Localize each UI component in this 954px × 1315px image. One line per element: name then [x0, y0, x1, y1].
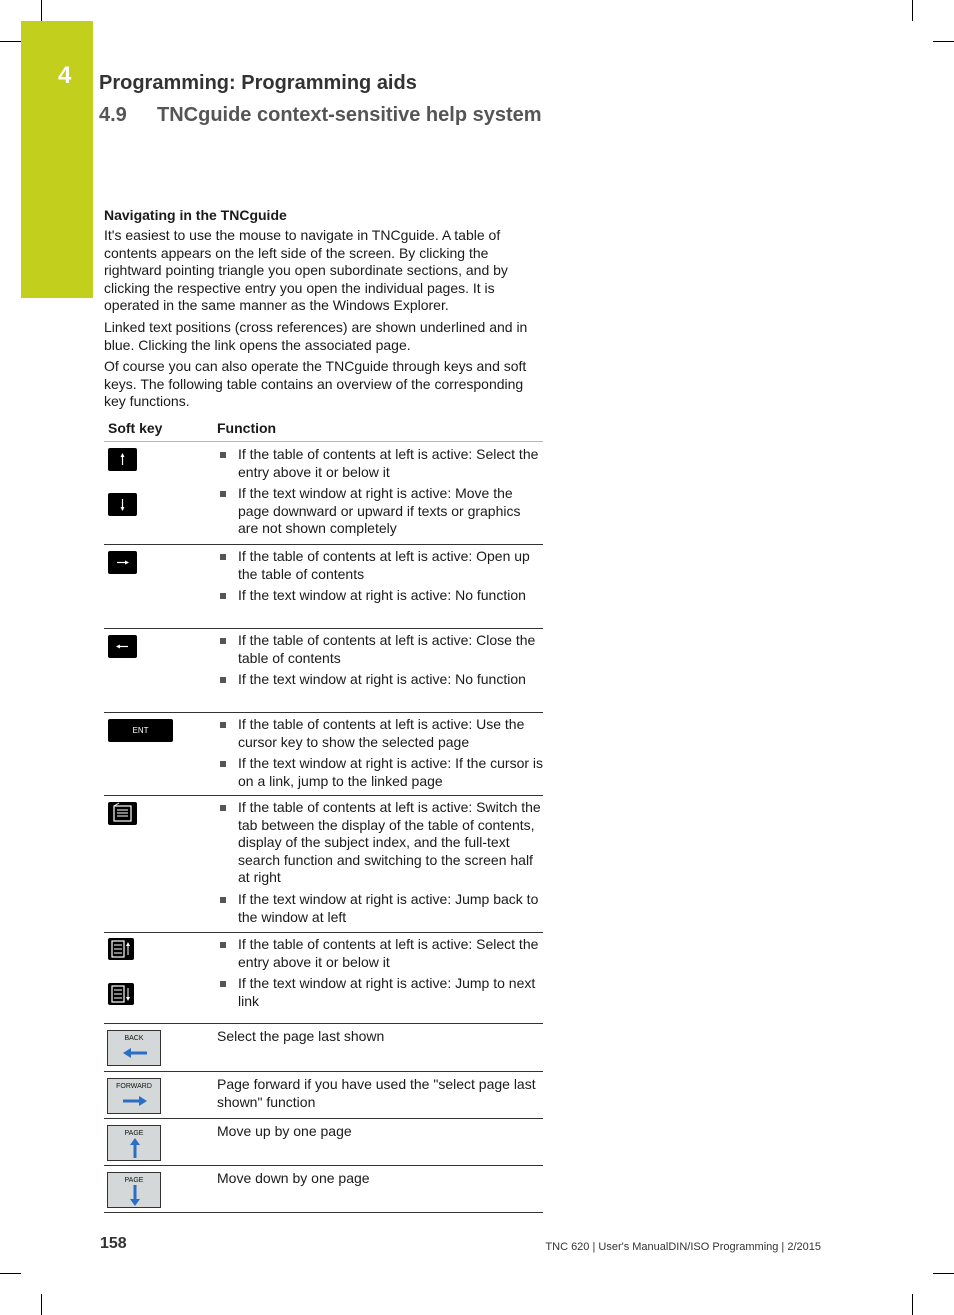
bullet-icon — [220, 942, 226, 948]
paragraph: Linked text positions (cross references) are shown underlined and in blue. Clicking the link opens the associated page. — [104, 318, 528, 353]
table-row — [104, 1119, 543, 1166]
arrow-up-key-icon — [108, 448, 137, 471]
list-item: If the text window at right is active: Jump to next link — [217, 975, 543, 1010]
crop-mark — [912, 0, 913, 21]
table-row — [104, 796, 543, 933]
table-header — [104, 417, 543, 442]
column-header-function: Function — [217, 420, 277, 436]
list-item: If the text window at right is active: If the cursor is on a link, jump to the linked page — [217, 755, 543, 790]
function-cell: Move up by one page — [217, 1123, 352, 1139]
page-down-softkey — [107, 1172, 161, 1208]
function-cell — [214, 545, 543, 628]
softkey-label: PAGE — [124, 1130, 144, 1137]
list-item: If the table of contents at left is active: Open up the table of contents — [217, 548, 543, 583]
bullet-icon — [220, 897, 226, 903]
list-item: If the text window at right is active: No function — [217, 587, 543, 605]
function-cell: Select the page last shown — [217, 1028, 385, 1044]
section-name: TNCguide context-sensitive help system — [157, 104, 542, 126]
softkey-label: PAGE — [124, 1177, 144, 1184]
key-cell — [104, 1024, 214, 1071]
section-number: 4.9 — [99, 104, 127, 126]
paragraph: Of course you can also operate the TNCguide through keys and soft keys. The following table contains an overview of the corresponding key functions. — [104, 358, 527, 410]
bullet-icon — [220, 638, 226, 644]
softkey-label: BACK — [124, 1035, 144, 1042]
arrow-down-key-icon — [108, 493, 137, 516]
key-cell — [104, 713, 214, 795]
function-cell — [214, 629, 543, 712]
function-cell: Move down by one page — [217, 1170, 370, 1186]
softkey-label: FORWARD — [116, 1083, 152, 1090]
bullet-icon — [220, 593, 226, 599]
page-up-softkey — [107, 1125, 161, 1161]
bullet-icon — [220, 805, 226, 811]
bullet-icon — [220, 452, 226, 458]
crop-mark — [41, 1294, 42, 1315]
bullet-icon — [220, 554, 226, 560]
table-row — [104, 442, 543, 545]
forward-softkey — [107, 1078, 161, 1114]
paragraph: It's easiest to use the mouse to navigate in TNCguide. A table of contents appears on the left side of the screen. By clicking the rightward pointing triangle you open subordinate sections, and by clicking the respective entry you open the individual pages. It is operated in the same manner as the Windows Explorer. — [104, 227, 508, 314]
crop-mark — [912, 1294, 913, 1315]
column-header-soft-key: Soft key — [108, 420, 163, 436]
subheading: Navigating in the TNCguide — [104, 207, 287, 223]
key-cell — [104, 442, 214, 544]
key-cell — [104, 545, 214, 628]
chapter-tab — [21, 21, 93, 298]
crop-mark — [41, 0, 42, 21]
function-cell: Page forward if you have used the "select page last shown" function — [217, 1076, 536, 1110]
back-softkey — [107, 1030, 161, 1066]
function-cell — [214, 713, 543, 795]
footer-text: TNC 620 | User's ManualDIN/ISO Programming | 2/2015 — [545, 1241, 821, 1253]
crop-mark — [0, 41, 21, 42]
arrow-right-icon — [108, 1079, 162, 1115]
link-up-key-icon — [108, 938, 134, 960]
arrow-down-icon — [108, 1173, 162, 1209]
function-cell — [214, 796, 543, 932]
list-item: If the table of contents at left is active: Select the entry above it or below it — [217, 936, 543, 971]
key-function-table — [104, 417, 543, 1213]
arrow-up-icon — [108, 1126, 162, 1162]
key-cell — [104, 1166, 214, 1212]
bullet-icon — [220, 677, 226, 683]
key-cell — [104, 796, 214, 932]
bullet-icon — [220, 491, 226, 497]
list-item: If the text window at right is active: Jump back to the window at left — [217, 891, 543, 926]
arrow-left-key-icon — [108, 635, 137, 658]
crop-mark — [933, 1273, 954, 1274]
link-down-key-icon — [108, 983, 134, 1005]
bullet-icon — [220, 981, 226, 987]
function-cell — [214, 933, 543, 1023]
window-switch-key-icon — [108, 802, 137, 825]
bullet-icon — [220, 722, 226, 728]
key-cell — [104, 1072, 214, 1118]
section-title — [99, 104, 542, 127]
key-cell — [104, 629, 214, 712]
body-text — [104, 206, 534, 415]
arrow-right-key-icon — [108, 551, 137, 574]
list-item: If the table of contents at left is active: Switch the tab between the display of the table of contents, display of the subject index, and the full-text search function and switching to the screen half at right — [217, 799, 543, 887]
table-row — [104, 1024, 543, 1072]
list-item: If the text window at right is active: Move the page downward or upward if texts or graphics are not shown completely — [217, 485, 543, 538]
function-cell — [214, 442, 543, 544]
page-number: 158 — [100, 1235, 127, 1252]
chapter-title: Programming: Programming aids — [99, 72, 417, 94]
arrow-left-icon — [108, 1031, 162, 1067]
crop-mark — [0, 1273, 21, 1274]
bullet-icon — [220, 761, 226, 767]
list-item: If the table of contents at left is active: Close the table of contents — [217, 632, 543, 667]
table-row — [104, 713, 543, 796]
list-item: If the text window at right is active: No function — [217, 671, 543, 689]
crop-mark — [933, 41, 954, 42]
table-row — [104, 629, 543, 713]
chapter-number: 4 — [58, 62, 72, 89]
list-item: If the table of contents at left is active: Use the cursor key to show the selected page — [217, 716, 543, 751]
key-cell — [104, 933, 214, 1023]
key-cell — [104, 1119, 214, 1165]
table-row — [104, 545, 543, 629]
table-row — [104, 1166, 543, 1213]
table-row — [104, 1072, 543, 1119]
list-item: If the table of contents at left is active: Select the entry above it or below it — [217, 446, 543, 481]
table-row — [104, 933, 543, 1024]
ent-key: ENT — [108, 719, 173, 742]
